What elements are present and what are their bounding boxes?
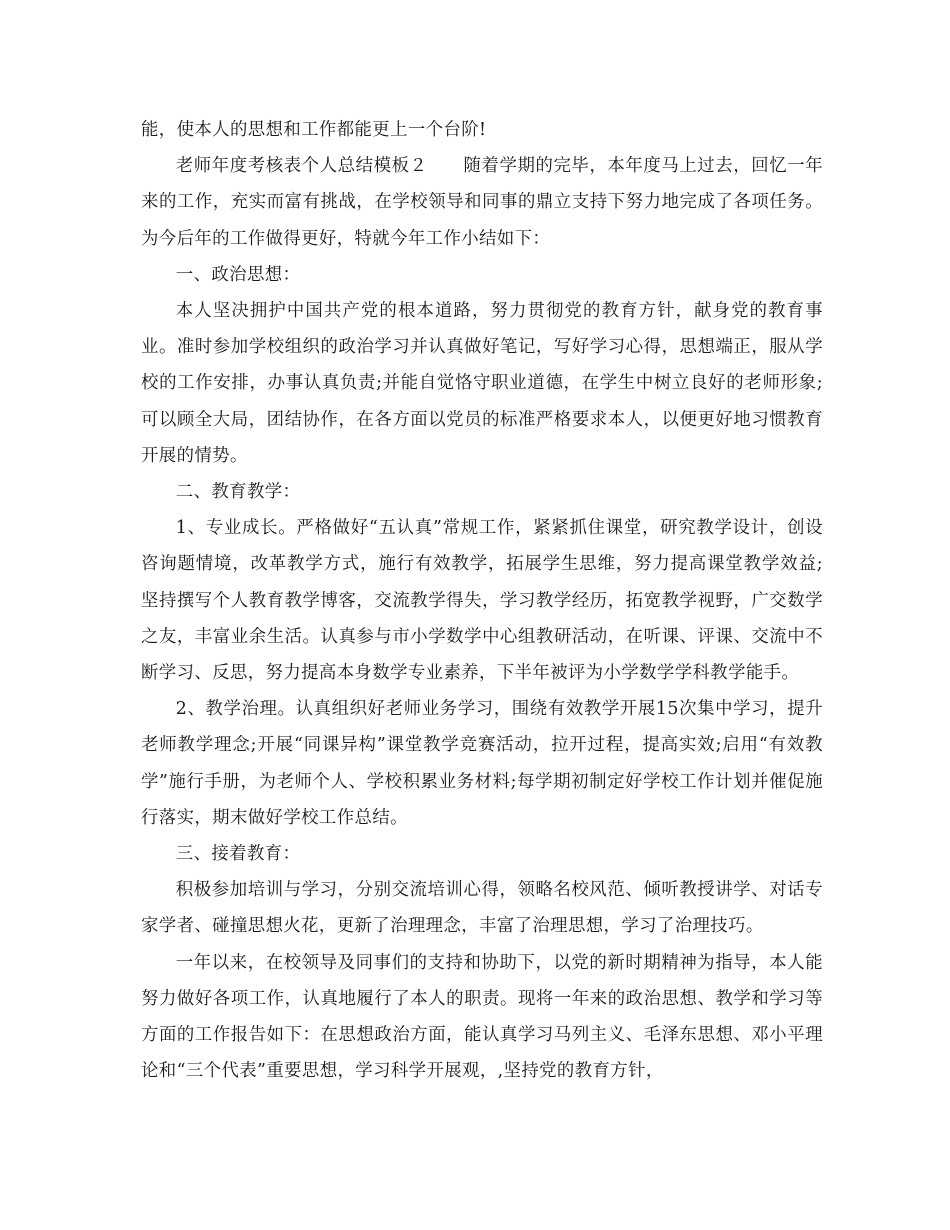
paragraph-professional-growth: 1、专业成长。严格做好“五认真”常规工作，紧紧抓住课堂，研究教学设计，创设咨询题情境，改革教学方式，施行有效教学，拓展学生思维，努力提高课堂教学效益;坚持撰写个人教育教学博客，交流教学得失，学习教学经历，拓宽教学视野，广交数学之友，丰富业余生活。认真参与市小学数学中心组教研活动，在听课、评课、交流中不断学习、反思，努力提高本身数学专业素养，下半年被评为小学数学学科教学能手。 [141,518,823,684]
paragraph-politics: 本人坚决拥护中国共产党的根本道路，努力贯彻党的教育方针，献身党的教育事业。准时参加学校组织的政治学习并认真做好笔记，写好学习心得，思想端正，服从学校的工作安排，办事认真负责;并能自觉恪守职业道德，在学生中树立良好的老师形象;可以顾全大局，团结协作，在各方面以党员的标准严格要求本人，以便更好地习惯教育开展的情势。 [141,301,823,466]
section-heading-continuing-education: 三、接着教育： [175,844,301,865]
paragraph-1: 能，使本人的思想和工作都能更上一个台阶! [141,120,487,140]
section-heading-politics: 一、政治思想： [175,264,301,285]
paragraph-2: 老师年度考核表个人总结模板２ 随着学期的完毕，本年度马上过去，回忆一年来的工作，充实而富有挑战，在学校领导和同事的鼎立支持下努力地完成了各项任务。为今后年的工作做得更好，特就今年工作小结如下： [141,156,823,249]
document-body [141,112,823,1089]
section-heading-teaching: 二、教育教学： [175,482,301,503]
paragraph-continuing-education: 积极参加培训与学习，分别交流培训心得，领略名校风范、倾听教授讲学、对话专家学者、碰撞思想火花，更新了治理理念，丰富了治理思想，学习了治理技巧。 [141,880,823,937]
paragraph-teaching-management: 2、教学治理。认真组织好老师业务学习，围绕有效教学开展15次集中学习，提升老师教学理念;开展“同课异构”课堂教学竞赛活动，拉开过程，提高实效;启用“有效教学”施行手册，为老师个人、学校积累业务材料;每学期初制定好学校工作计划并催促施行落实，期末做好学校工作总结。 [141,699,823,828]
paragraph-annual-report: 一年以来，在校领导及同事们的支持和协助下，以党的新时期精神为指导，本人能努力做好各项工作，认真地履行了本人的职责。现将一年来的政治思想、教学和学习等方面的工作报告如下：在思想政治方面，能认真学习马列主义、毛泽东思想、邓小平理论和“三个代表”重要思想，学习科学开展观，,坚持党的教育方针， [141,952,823,1082]
